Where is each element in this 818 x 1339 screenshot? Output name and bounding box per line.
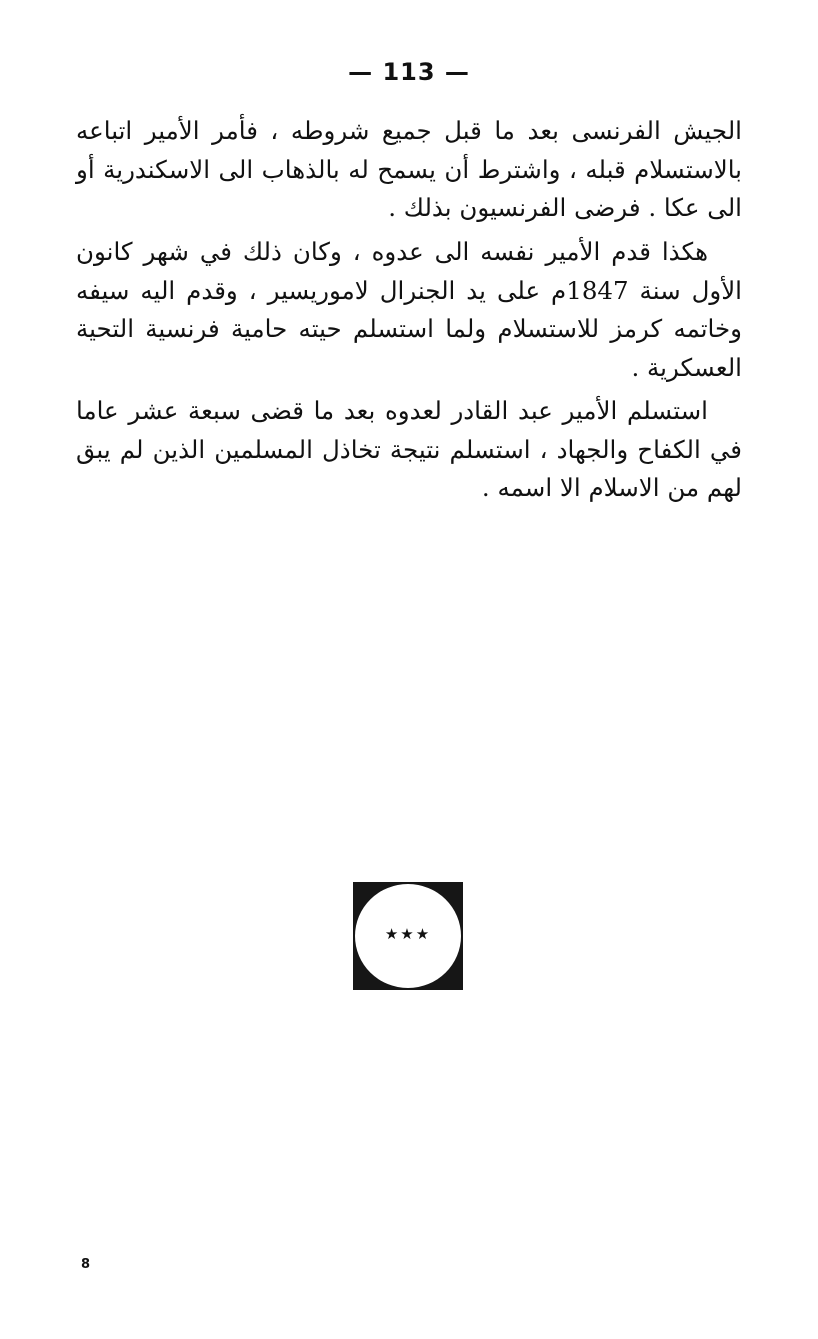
paragraph-2-text: هكذا قدم الأمير نفسه الى عدوه ، وكان ذلك في شهر كانون الأول سنة 1847م على يد الجنرال لاموريسير ، وقدم اليه سيفه وخاتمه كرمز للاستسلام ولما استسلم حيته حامية فرنسية التحية العسكرية . [76,237,742,382]
paragraph-1 [76,112,742,228]
page-number: — 113 — [348,58,470,86]
paragraph-3 [76,392,742,508]
signature-mark: 8 [81,1257,91,1272]
paragraph-3-text: استسلم الأمير عبد القادر لعدوه بعد ما قضى سبعة عشر عاما في الكفاح والجهاد ، استسلم نتيجة تخاذل المسلمين الذين لم يبق لهم من الاسلام الا اسمه . [76,396,742,502]
paragraph-2 [76,233,742,387]
ornament-stars: ★★★ [384,925,432,943]
paragraph-1-text: الجيش الفرنسى بعد ما قبل جميع شروطه ، فأمر الأمير اتباعه بالاستسلام قبله ، واشترط أن يسمح له بالذهاب الى الاسكندرية أو الى عكا . فرضى الفرنسيون بذلك . [76,116,742,222]
section-end-ornament [353,882,463,990]
